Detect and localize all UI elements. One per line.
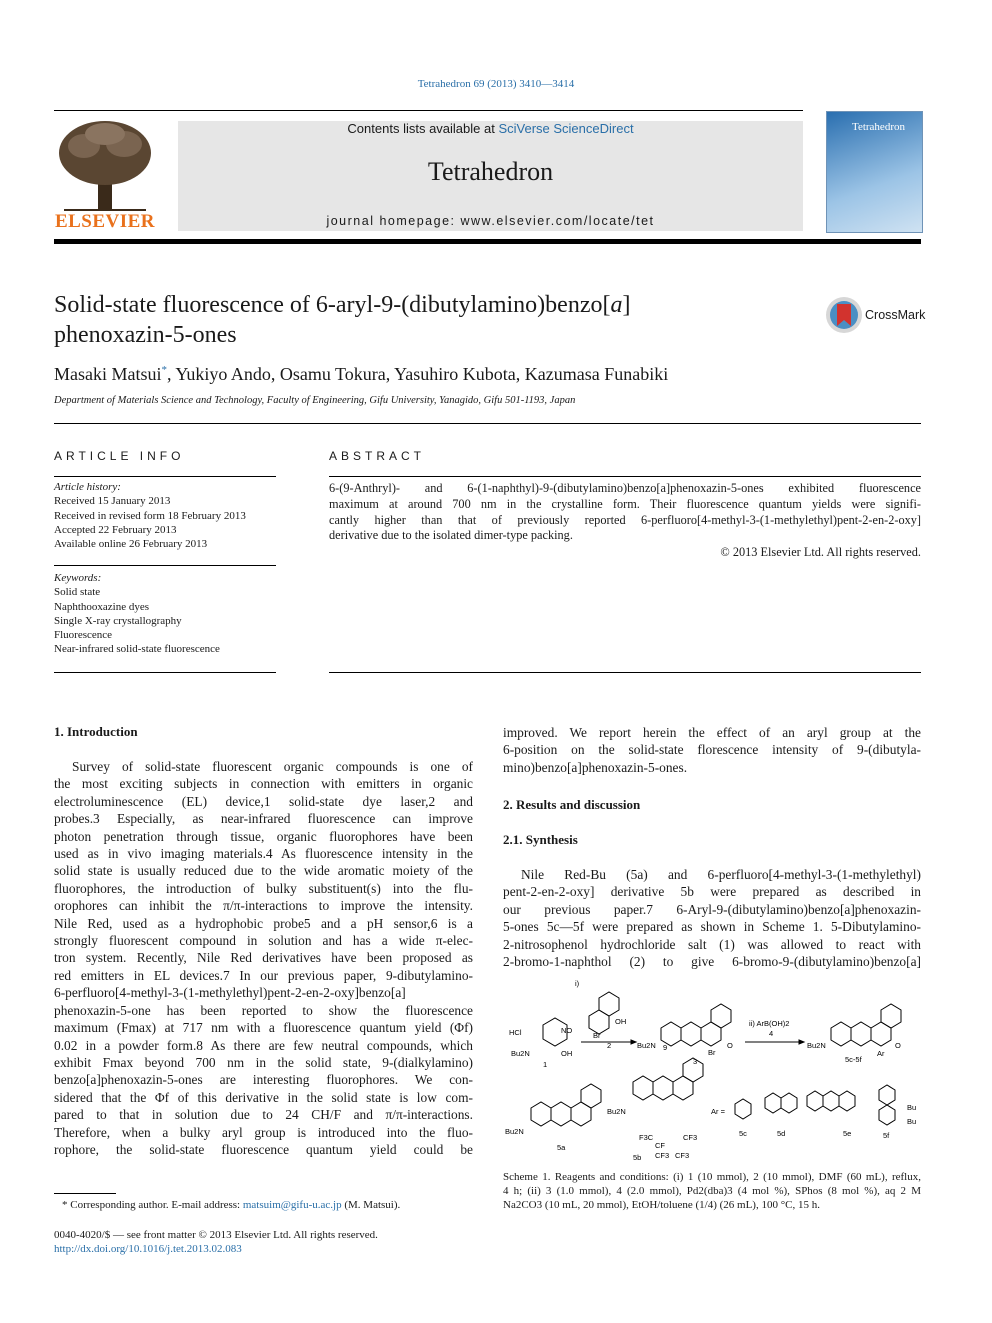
section-heading-introduction: 1. Introduction <box>54 724 138 739</box>
label-position-9: 9 <box>663 1043 668 1052</box>
text-line: 6-position on the solid-state florescence intensity of 9-(dibutyla- <box>503 742 921 758</box>
label-cf: CF <box>655 1141 665 1150</box>
abstract-bottom-rule <box>329 672 921 673</box>
label-o-3: O <box>727 1041 733 1050</box>
label-br-3: Br <box>708 1048 716 1057</box>
text-line: rophore, the solid-state fluorescence quantum yield could be <box>54 1141 473 1157</box>
label-bu-a: Bu <box>907 1103 917 1112</box>
arrow-head-2 <box>799 1040 804 1044</box>
text-line: 2-bromo-1-naphthol (2) to give 6-bromo-9-(dibutylamino)benzo[a] <box>503 954 921 970</box>
keyword: Single X-ray crystallography <box>54 614 182 627</box>
label-bu2n: Bu2N <box>511 1049 530 1058</box>
compound-5e-number: 5e <box>843 1129 852 1138</box>
ar-5d-ring-b <box>781 1093 797 1113</box>
text-line: mino)benzo[a]phenoxazin-5-ones. <box>503 759 688 775</box>
article-history <box>54 480 276 551</box>
keyword: Near-infrared solid-state fluorescence <box>54 643 220 656</box>
crossmark-badge[interactable] <box>825 296 925 336</box>
elsevier-wordmark: ELSEVIER <box>54 211 156 232</box>
label-hcl: HCl <box>509 1028 522 1037</box>
corresponding-mark[interactable]: * <box>161 364 167 376</box>
doi-link[interactable]: http://dx.doi.org/10.1016/j.tet.2013.02.083 <box>54 1243 242 1255</box>
history-rule <box>54 565 276 566</box>
text-line: Nile Red, used as a hydrophobic probe5 and a pH sensor,6 is a <box>54 915 473 931</box>
history-online: Available online 26 February 2013 <box>54 538 208 551</box>
history-label: Article history: <box>54 481 121 493</box>
abstract-text <box>329 481 921 561</box>
contents-prefix: Contents lists available at <box>347 121 499 136</box>
journal-citation[interactable]: Tetrahedron 69 (2013) 3410—3414 <box>417 78 575 90</box>
article-info-heading: ARTICLE INFO <box>54 449 185 463</box>
contents-line <box>178 121 803 136</box>
label-oh: OH <box>561 1049 573 1058</box>
label-cf3-b: CF3 <box>655 1151 670 1160</box>
label-cf3-a: CF3 <box>683 1133 698 1142</box>
abstract-heading: ABSTRACT <box>329 449 426 463</box>
text-line: used as in vivo imaging materials.4 As fluorescence intensity in the <box>54 846 473 862</box>
ar-5e-ring-a <box>807 1091 823 1111</box>
step-i-label: i) <box>575 979 580 988</box>
text-line: tron system. Recently, Nile Red derivatives have been proposed as <box>54 950 473 966</box>
keywords-label: Keywords: <box>54 572 102 584</box>
step-ii-label: ii) ArB(OH)2 <box>749 1019 790 1028</box>
caption-line: 4 h; (ii) 3 (1.0 mmol), 4 (2.0 mmol), Pd2(dba)3 (4 mol %), SPhos (8 mol %), aq 2 M <box>503 1185 921 1197</box>
crossmark-label: CrossMark <box>865 308 926 322</box>
synthesis-text <box>503 866 921 970</box>
keywords <box>54 571 276 657</box>
first-author[interactable]: Masaki Matsui <box>54 364 162 384</box>
text-line: our previous paper.7 6-Aryl-9-(dibutylamino)benzo[a]phenoxazin- <box>503 901 921 917</box>
caption-line: Na2CO3 (10 mL, 20 mmol), EtOH/toluene (1/4) (26 mL), 100 °C, 15 h. <box>503 1199 820 1211</box>
text-line: maximum (Fmax) at 717 nm with a fluorescence quantum yield (Φf) <box>54 1020 473 1036</box>
label-oh-2: OH <box>615 1017 627 1026</box>
keywords-rule <box>54 672 276 673</box>
text-line: solid state is usually reduced due to the wide aromatic moiety of the <box>54 863 473 879</box>
label-cf3-c: CF3 <box>675 1151 690 1160</box>
label-bu2n-5: Bu2N <box>807 1041 826 1050</box>
journal-name: Tetrahedron <box>427 157 554 186</box>
history-accepted: Accepted 22 February 2013 <box>54 523 177 536</box>
header-thick-rule <box>54 239 921 244</box>
scheme-1-figure <box>503 978 921 1164</box>
abstract-line: cantly higher than that of previously reported 6-perfluoro[4-methyl-3-(1-methylethyl)pent-2-en-2-oxy] <box>329 512 921 527</box>
copyright: © 2013 Elsevier Ltd. All rights reserved. <box>720 545 921 560</box>
abstract-line: derivative due to the isolated dimer-type packing. <box>329 528 573 543</box>
keyword: Solid state <box>54 586 101 599</box>
text-line: phenoxazin-5-one has been reported to show the fluorescence <box>54 1002 473 1018</box>
homepage-prefix: journal homepage: <box>326 214 461 228</box>
text-line: Survey of solid-state fluorescent organic compounds is one of <box>72 759 473 774</box>
arrow-head-1 <box>631 1040 636 1044</box>
label-bu-b: Bu <box>907 1117 917 1126</box>
affiliation: Department of Materials Science and Technology, Faculty of Engineering, Gifu University, Yanagido, Gifu 501-1193, Japan <box>54 395 576 406</box>
text-line: electroluminescence (EL) device,1 solid-state dye laser,2 and <box>54 793 473 809</box>
label-ar-equals: Ar = <box>711 1107 725 1116</box>
text-line: the most exciting subjects in connection with emitters in organic <box>54 776 473 792</box>
title-italic: a <box>610 292 623 318</box>
other-authors: , Yukiyo Ando, Osamu Tokura, Yasuhiro Kubota, Kazumasa Funabiki <box>167 364 669 384</box>
text-line: strongly fluorescent compound in solution and has a wide π-elec- <box>54 933 473 949</box>
email-link[interactable]: matsuim@gifu-u.ac.jp <box>242 1199 342 1211</box>
issn-line: 0040-4020/$ — see front matter © 2013 Elsevier Ltd. All rights reserved. <box>54 1229 378 1241</box>
scheme-caption <box>503 1170 921 1212</box>
label-bu2n-5b: Bu2N <box>607 1107 626 1116</box>
keyword: Naphthooxazine dyes <box>54 600 149 613</box>
text-line: 0.02 in a powder form.8 As there are few neutral compounds, which <box>54 1037 473 1053</box>
ar-5d-ring-a <box>765 1093 781 1113</box>
label-bu2n-5a: Bu2N <box>505 1127 524 1136</box>
label-no: NO <box>561 1026 573 1035</box>
cover-title: Tetrahedron <box>852 121 905 133</box>
text-line: Nile Red-Bu (5a) and 6-perfluoro[4-methyl-3-(1-methylethyl) <box>521 867 921 882</box>
text-line: pared to that in solution due to 24 CH/F and π/π-interactions. <box>54 1107 473 1123</box>
text-line: probes.3 Especially, as near-infrared fluorescence can improve <box>54 811 473 827</box>
footnote-rule <box>54 1193 116 1194</box>
compound-5a-number: 5a <box>557 1143 566 1152</box>
ar-5f-ring-a <box>879 1085 895 1105</box>
compound-5b-number: 5b <box>633 1153 642 1162</box>
abstract-line: 6-(9-Anthryl)- and 6-(1-naphthyl)-9-(dibutylamino)benzo[a]phenoxazin-5-ones exhibited fluorescence <box>329 481 921 495</box>
text-line: pent-2-en-2-oxy] derivative 5b were prepared as described in <box>503 884 921 900</box>
label-bu2n-3: Bu2N <box>637 1041 656 1050</box>
crossmark-icon <box>825 296 863 334</box>
homepage-url[interactable]: www.elsevier.com/locate/tet <box>460 214 655 228</box>
compound-5c-5f-number: 5c-5f <box>845 1055 862 1064</box>
abstract-line: maximum at around 700 nm in the crystalline form. Their fluorescence quantum yields were signifi- <box>329 496 921 511</box>
compound-5a-structure <box>531 1084 601 1126</box>
label-br: Br <box>593 1031 601 1040</box>
ar-5f-ring-b <box>879 1105 895 1125</box>
caption-line: Scheme 1. Reagents and conditions: (i) 1 (10 mmol), 2 (10 mmol), DMF (60 mL), reflux, <box>503 1171 921 1183</box>
compound-4-number: 4 <box>769 1029 774 1038</box>
text-line: improved. We report herein the effect of an aryl group at the <box>503 725 921 740</box>
compound-1-number: 1 <box>543 1060 548 1069</box>
compound-2-number: 2 <box>607 1041 612 1050</box>
compound-5c-5f-structure <box>831 1004 901 1046</box>
history-received: Received 15 January 2013 <box>54 495 171 508</box>
text-line: red emitters in EL devices.7 In our previous paper, 9-dibutylamino- <box>54 967 473 983</box>
label-ar: Ar <box>877 1049 885 1058</box>
title-line1-end: ] <box>622 292 631 318</box>
compound-5c-number: 5c <box>739 1129 747 1138</box>
text-line: benzo[a]phenoxazin-5-ones are interesting fluorophores. We con- <box>54 1072 473 1088</box>
text-line: fluorophores, the introduction of bulky substituent(s) into the flu- <box>54 880 473 896</box>
journal-homepage <box>178 214 803 228</box>
author-list <box>54 364 668 385</box>
ar-5e-ring-b <box>823 1091 839 1111</box>
title-line2: phenoxazin-5-ones <box>54 322 237 348</box>
compound-3-number: 3 <box>693 1057 698 1066</box>
introduction-text <box>54 758 473 1158</box>
intro-continued <box>503 724 921 776</box>
corresponding-footnote <box>62 1199 400 1211</box>
ar-5e-ring-c <box>839 1091 855 1111</box>
text-line: 6-perfluoro[4-methyl-3-(1-methylethyl)pent-2-en-2-oxy]benzo[a] <box>54 985 406 1001</box>
section-heading-results: 2. Results and discussion <box>503 797 641 812</box>
naphthol-ring-a <box>599 992 619 1016</box>
header-top-rule <box>54 110 803 111</box>
title-bottom-rule <box>54 423 921 424</box>
email-suffix: (M. Matsui). <box>341 1199 401 1211</box>
title-line1: Solid-state fluorescence of 6-aryl-9-(dibutylamino)benzo[ <box>54 292 611 318</box>
text-line: exhibit Fmax beyond 700 nm in the solid state, 9-(dialkylamino) <box>54 1054 473 1070</box>
sciencedirect-link[interactable]: SciVerse ScienceDirect <box>498 121 634 136</box>
article-title <box>54 290 754 350</box>
ar-5c-ring <box>735 1099 751 1119</box>
section-heading-synthesis: 2.1. Synthesis <box>503 832 578 847</box>
text-line: orophores can inhibit the π/π-interactions to improve the intensity. <box>54 898 473 914</box>
compound-3-structure <box>661 1004 731 1046</box>
text-line: 2-nitrosophenol hydrochloride salt (1) was allowed to react with <box>503 936 921 952</box>
text-line: photon penetration through tissue, organic fluorophores have been <box>54 828 473 844</box>
text-line: Therefore, when a bulky aryl group is introduced into the fluo- <box>54 1124 473 1140</box>
corresponding-text: * Corresponding author. E-mail address: <box>62 1199 243 1211</box>
abstract-rule <box>329 476 921 477</box>
keyword: Fluorescence <box>54 629 113 642</box>
article-info-rule <box>54 476 276 477</box>
text-line: sidered that the Φf of this derivative in the solid state is low com- <box>54 1089 473 1105</box>
compound-5d-number: 5d <box>777 1129 786 1138</box>
label-f3c: F3C <box>639 1133 654 1142</box>
label-o-5: O <box>895 1041 901 1050</box>
text-line: 5-ones 5c—5f were prepared as shown in Scheme 1. 5-Dibutylamino- <box>503 919 921 935</box>
compound-5f-number: 5f <box>883 1131 890 1140</box>
history-revised: Received in revised form 18 February 2013 <box>54 509 246 522</box>
